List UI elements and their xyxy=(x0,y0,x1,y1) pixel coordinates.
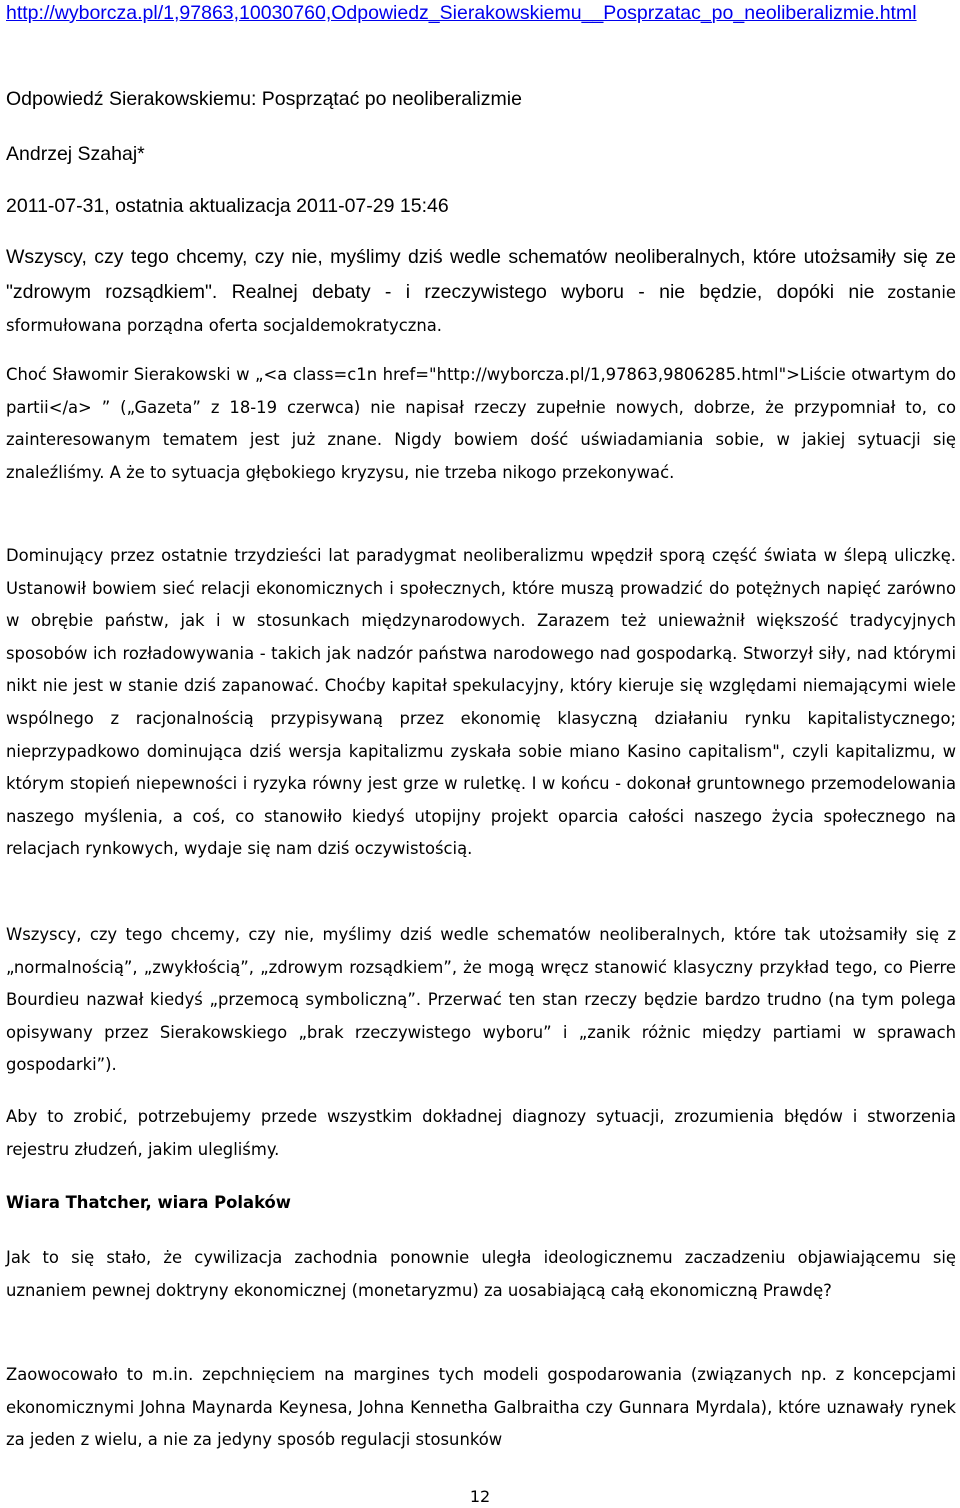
section-paragraph-2: Zaowocowało to m.in. zepchnięciem na margines tych modeli gospodarowania (związanych np. z koncepcjami ekonomicznymi Johna Maynarda Keynesa, Johna Kennetha Galbraitha czy Gunnara Myrdala), które uznawały rynek za jeden z wielu, a nie za jedyny sposób regulacji stosunków xyxy=(6,1365,956,1450)
page-number: 12 xyxy=(469,1487,491,1506)
lead-part-1: Wszyscy, czy tego chcemy, czy nie, myślimy dziś wedle schematów neoliberalnych, które utożsamiły się ze "zdrowym rozsądkiem". Realnej debaty - i rzeczywistego wyboru - nie będzie, dopóki nie xyxy=(6,246,956,303)
paragraph-1: Choć Sławomir Sierakowski w „<a class=c1n href="http://wyborcza.pl/1,97863,9806285.html">Liście otwartym do partii</a> ” („Gazeta” z 18-19 czerwca) nie napisał rzeczy zupełnie nowych, dobrze, że przypomniał to, co zainteresowanym tematem jest już znane. Nigdy bowiem dość uświadamiania sobie, w jakiej sytuacji się znaleźliśmy. A że to sytuacja głębokiego kryzysu, nie trzeba nikogo przekonywać. xyxy=(6,365,956,482)
article-lead xyxy=(6,241,956,344)
paragraph-4: Aby to zrobić, potrzebujemy przede wszystkim dokładnej diagnozy sytuacji, zrozumienia błędów i stworzenia rejestru złudzeń, jakim ulegliśmy. xyxy=(6,1107,956,1159)
source-url-link[interactable]: http://wyborcza.pl/1,97863,10030760,Odpowiedz_Sierakowskiemu__Posprzatac_po_neoliberalizmie.html xyxy=(6,2,917,24)
paragraph-3: Wszyscy, czy tego chcemy, czy nie, myślimy dziś wedle schematów neoliberalnych, które tak utożsamiły się z „normalnością”, „zwykłością”, „zdrowym rozsądkiem”, że mogą wręcz stanowić klasyczny przykład tego, co Pierre Bourdieu nazwał kiedyś „przemocą symboliczną”. Przerwać ten stan rzeczy będzie bardzo trudno (na tym polega opisywany przez Sierakowskiego „brak rzeczywistego wyboru” i „zanik różnic między partiami w sprawach gospodarki”). xyxy=(6,925,956,1075)
article-date: 2011-07-31, ostatnia aktualizacja 2011-07-29 15:46 xyxy=(6,195,449,217)
section-heading: Wiara Thatcher, wiara Polaków xyxy=(6,1193,291,1212)
lead-part-2: zostanie sformułowana porządna oferta socjaldemokratyczna. xyxy=(6,282,957,336)
article-title: Odpowiedź Sierakowskiemu: Posprzątać po neoliberalizmie xyxy=(6,88,522,110)
section-paragraph-1: Jak to się stało, że cywilizacja zachodnia ponownie uległa ideologicznemu zaczadzeniu objawiającemu się uznaniem pewnej doktryny ekonomicznej (monetaryzmu) za uosabiającą całą ekonomiczną Prawdę? xyxy=(6,1248,956,1300)
paragraph-2: Dominujący przez ostatnie trzydzieści lat paradygmat neoliberalizmu wpędził sporą część świata w ślepą uliczkę. Ustanowił bowiem sieć relacji ekonomicznych i społecznych, które muszą prowadzić do potężnych napięć zarówno w obrębie państw, jak i w stosunkach międzynarodowych. Zarazem też unieważnił większość tradycyjnych sposobów ich rozładowywania - takich jak nadzór państwa narodowego nad gospodarką. Stworzył siły, nad którymi nikt nie jest w stanie dziś zapanować. Choćby kapitał spekulacyjny, który kieruje się względami niemającymi wiele wspólnego z racjonalnością przypisywaną przez ekonomię klasyczną działaniu rynku kapitalistycznego; nieprzypadkowo dominująca dziś wersja kapitalizmu zyskała sobie miano Kasino capitalism", czyli kapitalizmu, w którym stopień niepewności i ryzyka równy jest grze w ruletkę. I w końcu - dokonał gruntownego przemodelowania naszego myślenia, a coś, co stanowiło kiedyś utopijny projekt oparcia całości naszego życia społecznego na relacjach rynkowych, wydaje się nam dziś oczywistością. xyxy=(6,546,956,859)
article-author: Andrzej Szahaj* xyxy=(6,143,145,165)
